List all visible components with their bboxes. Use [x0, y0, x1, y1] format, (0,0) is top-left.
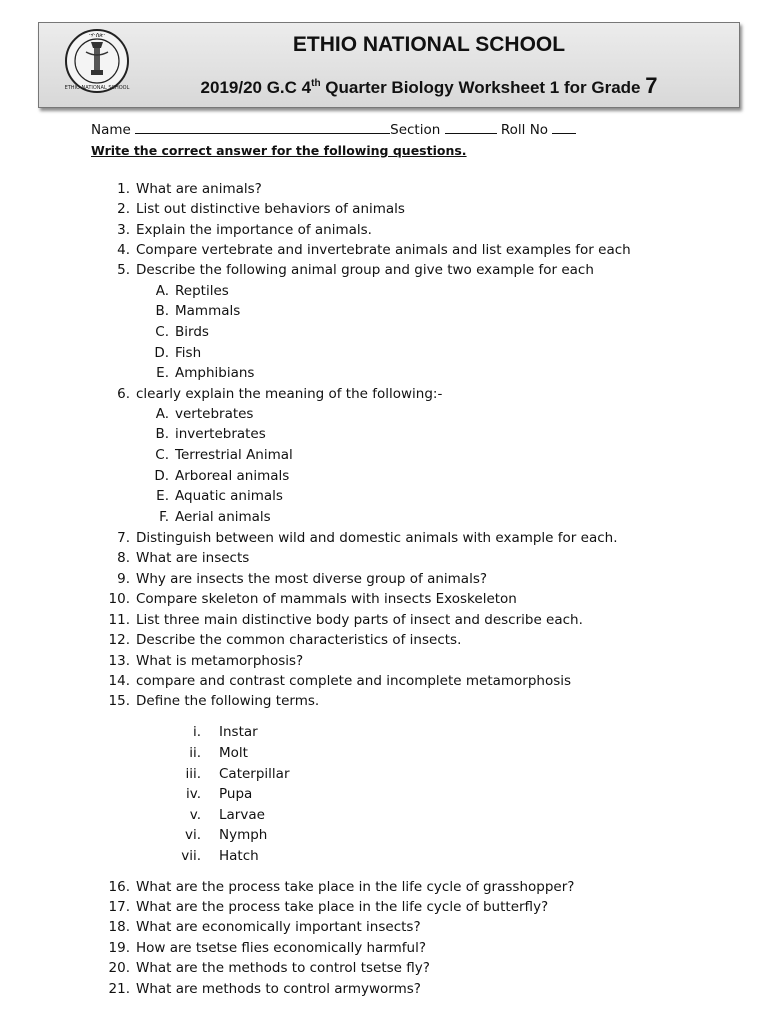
item-text: Define the following terms.: [136, 693, 320, 709]
item-number: 15.: [108, 693, 130, 709]
item-text: What are the process take place in the life cycle of grasshopper?: [136, 879, 575, 895]
question-item: [100, 386, 442, 402]
item-text: What are animals?: [136, 181, 262, 197]
item-text: Distinguish between wild and domestic animals with example for each.: [136, 530, 618, 546]
item-number: 11.: [108, 612, 130, 628]
item-text: Compare vertebrate and invertebrate animals and list examples for each: [136, 242, 631, 258]
sub-item: [175, 807, 265, 823]
item-number: A.: [155, 283, 169, 299]
item-text: What are economically important insects?: [136, 919, 421, 935]
sub-item: [151, 365, 254, 381]
sub-item: [175, 766, 290, 782]
sub-item: [151, 345, 201, 361]
item-text: Aerial animals: [175, 509, 271, 525]
sub-item: [151, 488, 283, 504]
item-text: Pupa: [219, 786, 253, 802]
item-text: Describe the common characteristics of insects.: [136, 632, 462, 648]
item-number: 13.: [108, 653, 130, 669]
item-text: Molt: [219, 745, 248, 761]
item-number: 19.: [108, 940, 130, 956]
roll-field[interactable]: [552, 121, 576, 134]
item-number: 7.: [117, 530, 130, 546]
item-text: What is metamorphosis?: [136, 653, 304, 669]
roll-label: Roll No: [496, 122, 553, 138]
item-number: iii.: [185, 766, 201, 782]
question-item: [100, 612, 583, 628]
school-name: ETHIO NATIONAL SCHOOL: [292, 33, 566, 56]
question-item: [100, 262, 594, 278]
student-info-line: [91, 121, 576, 138]
question-item: [100, 181, 262, 197]
question-item: [100, 571, 487, 587]
sub-item: [175, 848, 259, 864]
item-number: 21.: [108, 981, 130, 997]
item-number: vi.: [184, 827, 201, 843]
question-item: [100, 201, 405, 217]
section-field[interactable]: [445, 121, 497, 134]
item-text: Larvae: [219, 807, 265, 823]
item-number: 6.: [117, 386, 130, 402]
section-label: Section: [390, 122, 445, 138]
question-item: [100, 550, 249, 566]
item-text: Caterpillar: [219, 766, 290, 782]
item-number: E.: [156, 365, 169, 381]
item-number: D.: [154, 345, 169, 361]
sub-item: [151, 509, 271, 525]
item-number: v.: [189, 807, 201, 823]
item-number: F.: [159, 509, 169, 525]
item-number: vii.: [181, 848, 201, 864]
item-text: Hatch: [219, 848, 259, 864]
sub-item: [151, 303, 240, 319]
item-number: 16.: [108, 879, 130, 895]
sub-item: [151, 283, 229, 299]
item-text: Amphibians: [175, 365, 255, 381]
item-number: A.: [155, 406, 169, 422]
item-text: Fish: [175, 345, 202, 361]
item-number: B.: [155, 426, 169, 442]
item-number: C.: [155, 447, 169, 463]
item-text: Aquatic animals: [175, 488, 283, 504]
item-text: Arboreal animals: [175, 468, 290, 484]
item-text: What are methods to control armyworms?: [136, 981, 421, 997]
item-text: Reptiles: [175, 283, 229, 299]
name-field[interactable]: [135, 121, 390, 134]
svg-text:ETHIO NATIONAL SCHOOL: ETHIO NATIONAL SCHOOL: [64, 85, 130, 91]
item-text: What are the process take place in the life cycle of butterfly?: [136, 899, 549, 915]
item-text: What are insects: [136, 550, 250, 566]
item-number: iv.: [186, 786, 201, 802]
item-number: 8.: [117, 550, 130, 566]
question-item: [100, 632, 461, 648]
item-text: Why are insects the most diverse group of animals?: [136, 571, 488, 587]
question-item: [100, 960, 430, 976]
item-number: i.: [192, 724, 201, 740]
item-text: Compare skeleton of mammals with insects Exoskeleton: [136, 591, 517, 607]
question-item: [100, 940, 426, 956]
question-item: [100, 653, 303, 669]
sub-item: [151, 426, 266, 442]
item-text: Explain the importance of animals.: [136, 222, 372, 238]
item-text: List three main distinctive body parts of insect and describe each.: [136, 612, 583, 628]
question-item: [100, 693, 319, 709]
item-number: 18.: [108, 919, 130, 935]
item-number: 5.: [117, 262, 130, 278]
item-text: clearly explain the meaning of the following:-: [136, 386, 443, 402]
title-banner: [38, 22, 740, 108]
item-text: List out distinctive behaviors of animals: [136, 201, 405, 217]
item-number: 10.: [108, 591, 130, 607]
item-text: Terrestrial Animal: [175, 447, 293, 463]
svg-text:·ሃ·ሰጵ·: ·ሃ·ሰጵ·: [88, 32, 106, 39]
sub-item: [175, 724, 258, 740]
sub-item: [151, 324, 209, 340]
question-item: [100, 591, 517, 607]
name-label: Name: [91, 122, 136, 138]
question-item: [100, 242, 631, 258]
sub-item: [175, 786, 252, 802]
item-text: compare and contrast complete and incomplete metamorphosis: [136, 673, 572, 689]
sub-item: [175, 745, 248, 761]
item-number: B.: [155, 303, 169, 319]
item-number: D.: [154, 468, 169, 484]
item-text: vertebrates: [175, 406, 254, 422]
item-text: Describe the following animal group and give two example for each: [136, 262, 594, 278]
instruction: Write the correct answer for the following questions.: [91, 143, 467, 158]
item-text: How are tsetse flies economically harmful?: [136, 940, 427, 956]
item-number: 2.: [117, 201, 130, 217]
item-number: 4.: [117, 242, 130, 258]
sub-item: [151, 447, 293, 463]
question-item: [100, 222, 372, 238]
item-text: Nymph: [219, 827, 268, 843]
item-number: 17.: [108, 899, 130, 915]
question-item: [100, 530, 618, 546]
item-text: What are the methods to control tsetse fly?: [136, 960, 430, 976]
item-number: 12.: [108, 632, 130, 648]
question-item: [100, 673, 571, 689]
item-number: E.: [156, 488, 169, 504]
item-number: 20.: [108, 960, 130, 976]
sub-item: [151, 406, 253, 422]
question-item: [100, 879, 574, 895]
question-item: [100, 981, 421, 997]
item-number: 9.: [117, 571, 130, 587]
item-number: 1.: [117, 181, 130, 197]
question-item: [100, 919, 421, 935]
question-item: [100, 899, 548, 915]
item-text: Mammals: [175, 303, 241, 319]
item-number: ii.: [189, 745, 201, 761]
sub-item: [175, 827, 267, 843]
item-number: C.: [155, 324, 169, 340]
sub-item: [151, 468, 289, 484]
item-number: 3.: [117, 222, 130, 238]
item-text: invertebrates: [175, 426, 266, 442]
item-text: Instar: [219, 724, 258, 740]
item-text: Birds: [175, 324, 209, 340]
worksheet-subtitle: 2019/20 G.C 4th Quarter Biology Worksheet 1 for Grade 7: [200, 73, 658, 98]
item-number: 14.: [108, 673, 130, 689]
